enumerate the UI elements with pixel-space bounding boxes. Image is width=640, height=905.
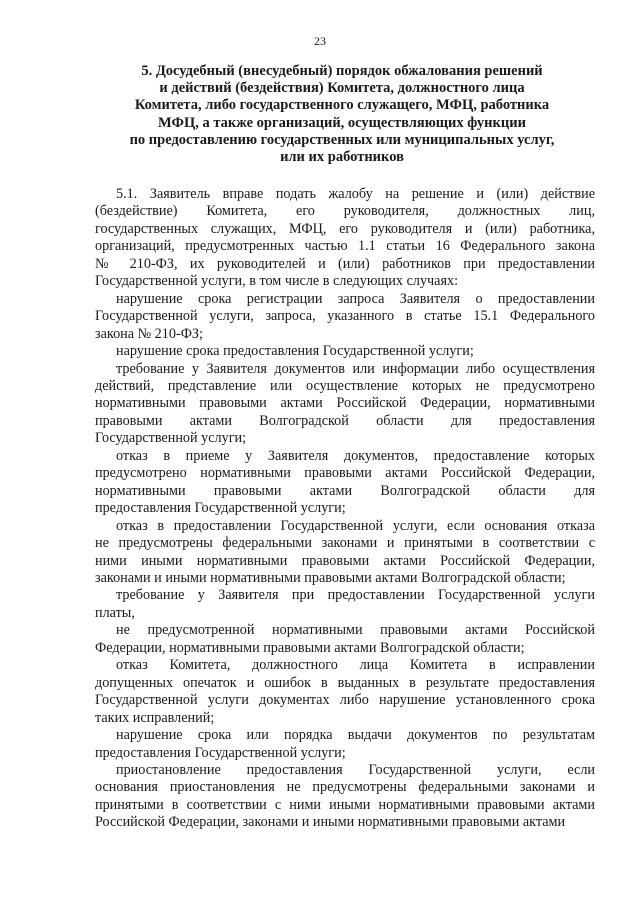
text-line: законами и иными нормативными правовыми актами Волгоградской области;	[95, 569, 566, 586]
heading-line: или их работников	[280, 149, 404, 166]
text-line: отказ в приеме у Заявителя документов, предоставление которых	[116, 447, 595, 464]
heading-line: и действий (бездействия) Комитета, должностного лица	[159, 80, 525, 97]
text-line: нарушение срока регистрации запроса Заявителя о предоставлении	[116, 290, 595, 307]
paragraph	[95, 291, 595, 343]
text-line: ними иными нормативными правовыми актами Российской Федерации,	[95, 552, 595, 569]
paragraph	[95, 361, 595, 448]
text-line: нарушение срока предоставления Государственной услуги;	[116, 343, 474, 360]
text-line: нарушение срока или порядка выдачи документов по результатам	[116, 727, 595, 744]
text-line: 5.1. Заявитель вправе подать жалобу на решение и (или) действие	[116, 186, 595, 202]
paragraph	[95, 343, 595, 360]
text-line: Государственной услуги документах либо нарушение установленного срока	[95, 692, 595, 709]
section-heading	[92, 63, 592, 166]
text-line: действий, представление или осуществление которых не предусмотрено	[95, 377, 595, 394]
text-line: предоставления Государственной услуги;	[95, 744, 346, 761]
paragraph	[95, 622, 595, 657]
text-line: Государственной услуги, запроса, указанного в статье 15.1 Федерального	[95, 308, 595, 325]
text-line: предусмотрено нормативными правовыми актами Российской Федерации,	[95, 465, 595, 482]
paragraph	[95, 186, 595, 291]
text-line: таких исправлений;	[95, 709, 215, 726]
text-line: отказ в предоставлении Государственной услуги, если основания отказа	[116, 517, 595, 534]
paragraph	[95, 587, 595, 622]
text-line: платы,	[95, 604, 135, 621]
text-line: не предусмотренной нормативными правовыми актами Российской	[116, 622, 595, 639]
text-line: отказ Комитета, должностного лица Комитета в исправлении	[116, 657, 595, 674]
text-line: нормативными правовыми актами Российской Федерации, нормативными	[95, 395, 595, 412]
heading-line: МФЦ, а также организаций, осуществляющих функции	[158, 114, 526, 131]
text-line: не предусмотрены федеральными законами и принятыми в соответствии с	[95, 535, 595, 552]
page-number: 23	[314, 34, 326, 48]
heading-line: по предоставлению государственных или муниципальных услуг,	[129, 131, 555, 148]
text-line: приостановление предоставления Государственной услуги, если	[116, 761, 595, 778]
text-line: № 210-ФЗ, их руководителей и (или) работников при предоставлении	[95, 255, 595, 272]
text-line: предоставления Государственной услуги;	[95, 500, 346, 517]
text-line: основания приостановления не предусмотрены федеральными законами и	[95, 779, 595, 796]
text-line: требование у Заявителя при предоставлении Государственной услуги	[116, 587, 595, 604]
document-body	[95, 186, 595, 832]
text-line: правовыми актами Волгоградской области для предоставления	[95, 412, 595, 429]
paragraph	[95, 762, 595, 832]
heading-line: Комитета, либо государственного служащего, МФЦ, работника	[134, 97, 550, 114]
heading-line: 5. Досудебный (внесудебный) порядок обжалования решений	[141, 63, 543, 79]
paragraph	[95, 657, 595, 727]
text-line: государственных служащих, МФЦ, его руководителя и (или) работника,	[95, 220, 595, 237]
text-line: нормативными правовыми актами Волгоградской области для	[95, 482, 595, 499]
text-line: Российской Федерации, законами и иными нормативными правовыми актами	[95, 814, 566, 831]
paragraph	[95, 448, 595, 518]
text-line: (бездействие) Комитета, его руководителя, должностных лиц,	[95, 203, 595, 220]
text-line: Государственной услуги, в том числе в следующих случаях:	[95, 273, 459, 290]
text-line: требование у Заявителя документов или информации либо осуществления	[116, 360, 595, 377]
paragraph	[95, 518, 595, 588]
text-line: Федерации, нормативными правовыми актами Волгоградской области;	[95, 639, 525, 656]
text-line: организаций, предусмотренных частью 1.1 статьи 16 Федерального закона	[95, 238, 595, 255]
text-line: Государственной услуги;	[95, 430, 247, 447]
text-line: допущенных опечаток и ошибок в выданных в результате предоставления	[95, 674, 595, 691]
text-line: принятыми в соответствии с ними иными нормативными правовыми актами	[95, 796, 595, 813]
text-line: закона № 210-ФЗ;	[95, 325, 203, 342]
paragraph	[95, 727, 595, 762]
